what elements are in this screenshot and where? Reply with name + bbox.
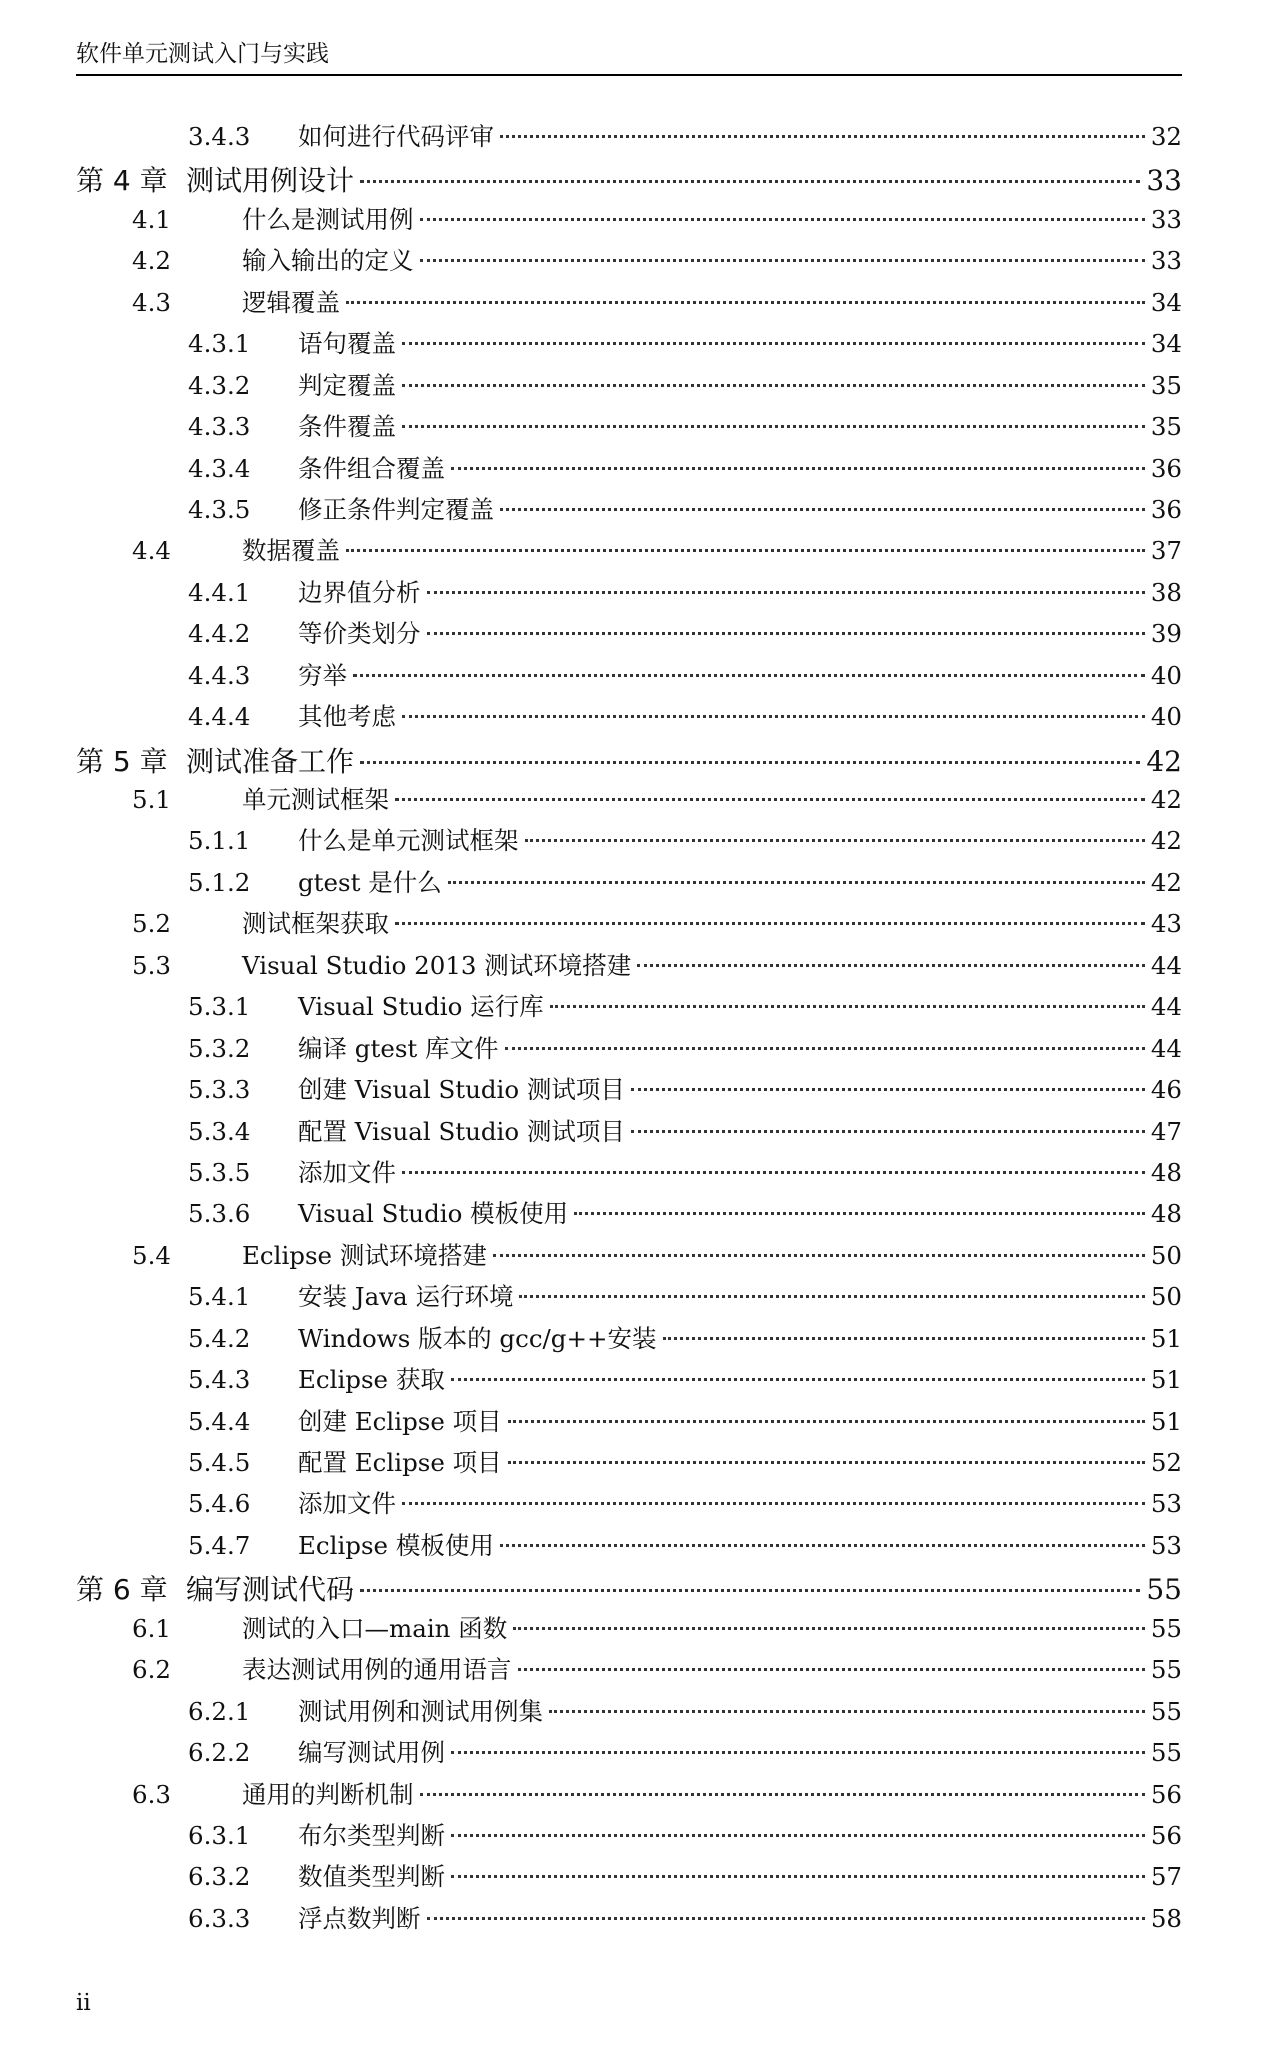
toc-entry-page: 42: [1146, 744, 1182, 778]
toc-entry-title: 布尔类型判断: [298, 1820, 445, 1850]
toc-dot-leader: [574, 1212, 1145, 1215]
toc-entry-sub[interactable]: [76, 1817, 1182, 1858]
toc-entry-title: 编写测试代码: [186, 1573, 355, 1607]
toc-dot-leader: [427, 1917, 1145, 1920]
toc-entry-title: 修正条件判定覆盖: [298, 494, 494, 524]
toc-entry-title: Eclipse 模板使用: [298, 1530, 494, 1560]
toc-entry-title: 边界值分析: [298, 577, 421, 607]
toc-entry-page: 56: [1150, 1779, 1182, 1809]
toc-entry-number: 6.3: [132, 1779, 171, 1809]
toc-dot-leader: [353, 674, 1145, 677]
toc-entry-title: 测试的入口—main 函数: [242, 1613, 508, 1643]
toc-entry-title: 通用的判断机制: [242, 1779, 414, 1809]
toc-entry-section[interactable]: [76, 201, 1182, 242]
toc-entry-chapter[interactable]: [76, 159, 1182, 200]
toc-dot-leader: [402, 425, 1145, 428]
toc-entry-section[interactable]: [76, 532, 1182, 573]
toc-entry-title: 配置 Eclipse 项目: [298, 1448, 502, 1477]
toc-entry-page: 46: [1150, 1075, 1182, 1105]
toc-dot-leader: [663, 1337, 1145, 1340]
toc-entry-title: 数据覆盖: [242, 536, 340, 566]
toc-entry-sub[interactable]: [76, 615, 1182, 656]
toc-entry-page: 50: [1150, 1282, 1182, 1312]
toc-entry-title: Visual Studio 模板使用: [298, 1199, 569, 1229]
toc-entry-page: 36: [1150, 453, 1182, 483]
toc-entry-page: 42: [1150, 826, 1182, 856]
toc-entry-title: 安装 Java 运行环境: [298, 1282, 514, 1312]
toc-dot-leader: [402, 384, 1145, 387]
toc-entry-title: Eclipse 获取: [298, 1365, 445, 1395]
toc-dot-leader: [420, 259, 1145, 262]
book-title: 软件单元测试入门与实践: [76, 41, 329, 67]
toc-entry-sub[interactable]: [76, 988, 1182, 1029]
toc-entry-title: 测试框架获取: [242, 909, 389, 939]
toc-entry-sub[interactable]: [76, 698, 1182, 739]
toc-entry-section[interactable]: [76, 1610, 1182, 1651]
page-number: ii: [76, 1990, 91, 2016]
toc-entry-number: 5.4.3: [188, 1365, 251, 1395]
toc-entry-sub[interactable]: [76, 118, 1182, 159]
toc-entry-page: 58: [1150, 1903, 1182, 1933]
toc-entry-page: 32: [1150, 122, 1182, 151]
toc-entry-title: 浮点数判断: [298, 1903, 421, 1933]
toc-dot-leader: [402, 715, 1145, 718]
toc-entry-number: 4.3: [132, 287, 171, 317]
toc-dot-leader: [493, 1254, 1145, 1257]
toc-entry-title: 条件组合覆盖: [298, 453, 445, 483]
toc-entry-title: Windows 版本的 gcc/g++安装: [298, 1323, 657, 1353]
toc-entry-sub[interactable]: [76, 1030, 1182, 1071]
toc-entry-number: 4.4.1: [188, 577, 251, 607]
toc-dot-leader: [505, 1047, 1145, 1050]
toc-entry-sub[interactable]: [76, 574, 1182, 615]
toc-entry-title: 添加文件: [298, 1157, 396, 1187]
toc-entry-number: 4.1: [132, 204, 171, 234]
toc-entry-section[interactable]: [76, 1237, 1182, 1278]
toc-entry-title: 其他考虑: [298, 702, 396, 732]
toc-dot-leader: [519, 1295, 1144, 1298]
toc-entry-sub[interactable]: [76, 408, 1182, 449]
toc-entry-title: 单元测试框架: [242, 785, 389, 814]
toc-entry-sub[interactable]: [76, 1403, 1182, 1444]
toc-entry-number: 5.1: [132, 785, 171, 814]
toc-entry-page: 42: [1150, 785, 1182, 814]
toc-entry-title: 编译 gtest 库文件: [298, 1033, 499, 1063]
toc-entry-number: 5.4.4: [188, 1406, 251, 1436]
toc-dot-leader: [448, 881, 1145, 884]
toc-entry-page: 35: [1150, 412, 1182, 442]
toc-entry-page: 51: [1150, 1365, 1182, 1395]
toc-dot-leader: [395, 922, 1145, 925]
toc-dot-leader: [451, 1378, 1145, 1381]
toc-entry-title: 什么是测试用例: [242, 204, 414, 234]
toc-entry-title: 测试用例设计: [186, 164, 355, 198]
toc-entry-sub[interactable]: [76, 1734, 1182, 1775]
toc-entry-page: 44: [1150, 950, 1182, 980]
toc-entry-sub[interactable]: [76, 1195, 1182, 1236]
toc-entry-section[interactable]: [76, 242, 1182, 283]
toc-entry-number: 5.3: [132, 950, 171, 980]
toc-entry-number: 5.4.6: [188, 1489, 251, 1519]
toc-entry-sub[interactable]: [76, 864, 1182, 905]
toc-entry-number: 6.2.1: [188, 1696, 251, 1726]
table-of-contents: [76, 118, 1182, 1941]
toc-dot-leader: [500, 135, 1145, 138]
toc-entry-number: 6.2.2: [188, 1738, 251, 1768]
toc-entry-sub[interactable]: [76, 1900, 1182, 1941]
toc-entry-page: 55: [1150, 1738, 1182, 1768]
toc-entry-title: 穷举: [298, 660, 347, 690]
toc-dot-leader: [451, 467, 1145, 470]
toc-entry-title: 判定覆盖: [298, 370, 396, 400]
toc-entry-title: 等价类划分: [298, 619, 421, 649]
toc-entry-sub[interactable]: [76, 1071, 1182, 1112]
toc-entry-number: 5.3.1: [188, 992, 251, 1022]
toc-entry-page: 43: [1150, 909, 1182, 939]
toc-entry-title: 创建 Visual Studio 测试项目: [298, 1075, 625, 1105]
toc-entry-page: 55: [1146, 1573, 1182, 1607]
toc-entry-page: 33: [1150, 204, 1182, 234]
toc-dot-leader: [451, 1834, 1145, 1837]
toc-entry-page: 39: [1150, 619, 1182, 649]
toc-entry-chapter[interactable]: [76, 1568, 1182, 1609]
toc-entry-page: 47: [1150, 1116, 1182, 1146]
toc-entry-title: Visual Studio 2013 测试环境搭建: [242, 950, 632, 980]
toc-entry-chapter[interactable]: [76, 740, 1182, 781]
toc-entry-title: 配置 Visual Studio 测试项目: [298, 1116, 625, 1146]
toc-entry-number: 5.4.5: [188, 1448, 251, 1477]
toc-dot-leader: [427, 632, 1145, 635]
toc-dot-leader: [631, 1088, 1145, 1091]
toc-entry-number: 4.2: [132, 246, 171, 276]
toc-entry-page: 55: [1150, 1655, 1182, 1685]
toc-entry-number: 5.4.1: [188, 1282, 251, 1312]
toc-dot-leader: [525, 839, 1145, 842]
toc-entry-sub[interactable]: [76, 1527, 1182, 1568]
toc-entry-number: 4.4.4: [188, 702, 251, 732]
toc-entry-page: 52: [1150, 1448, 1182, 1477]
toc-dot-leader: [395, 798, 1145, 801]
toc-dot-leader: [508, 1420, 1145, 1423]
toc-entry-page: 42: [1150, 867, 1182, 897]
toc-entry-title: 表达测试用例的通用语言: [242, 1655, 512, 1685]
toc-dot-leader: [360, 761, 1140, 764]
toc-entry-number: 6.3.3: [188, 1903, 251, 1933]
page-footer: [76, 1990, 91, 2016]
toc-entry-page: 33: [1146, 164, 1182, 198]
toc-dot-leader: [427, 591, 1145, 594]
toc-entry-title: 数值类型判断: [298, 1862, 445, 1892]
toc-entry-number: 第 4 章: [76, 164, 168, 198]
toc-entry-page: 48: [1150, 1157, 1182, 1187]
toc-entry-page: 37: [1150, 536, 1182, 566]
toc-dot-leader: [637, 964, 1145, 967]
toc-entry-number: 5.1.2: [188, 867, 251, 897]
toc-dot-leader: [402, 1171, 1145, 1174]
toc-entry-sub[interactable]: [76, 450, 1182, 491]
toc-entry-page: 34: [1150, 329, 1182, 359]
toc-entry-page: 55: [1150, 1613, 1182, 1643]
toc-entry-sub[interactable]: [76, 1858, 1182, 1899]
toc-entry-page: 40: [1150, 702, 1182, 732]
toc-entry-section[interactable]: [76, 1776, 1182, 1817]
toc-entry-page: 48: [1150, 1199, 1182, 1229]
toc-entry-number: 5.4.7: [188, 1530, 251, 1560]
toc-entry-page: 57: [1150, 1862, 1182, 1892]
toc-entry-title: 编写测试用例: [298, 1738, 445, 1768]
toc-entry-title: gtest 是什么: [298, 867, 442, 897]
toc-entry-title: 什么是单元测试框架: [298, 826, 519, 856]
toc-entry-number: 5.4: [132, 1240, 171, 1270]
toc-entry-number: 第 6 章: [76, 1573, 168, 1607]
toc-entry-page: 44: [1150, 992, 1182, 1022]
toc-entry-title: Visual Studio 运行库: [298, 992, 544, 1022]
toc-dot-leader: [500, 1544, 1145, 1547]
toc-entry-number: 4.3.4: [188, 453, 251, 483]
toc-entry-title: 语句覆盖: [298, 329, 396, 359]
toc-entry-number: 5.4.2: [188, 1323, 251, 1353]
toc-entry-page: 53: [1150, 1489, 1182, 1519]
toc-entry-page: 53: [1150, 1530, 1182, 1560]
toc-entry-number: 5.3.5: [188, 1157, 251, 1187]
toc-dot-leader: [402, 1502, 1145, 1505]
toc-entry-page: 55: [1150, 1696, 1182, 1726]
toc-dot-leader: [518, 1668, 1145, 1671]
toc-entry-number: 4.4.3: [188, 660, 251, 690]
toc-entry-title: 测试用例和测试用例集: [298, 1696, 543, 1726]
toc-dot-leader: [402, 342, 1145, 345]
toc-entry-title: Eclipse 测试环境搭建: [242, 1240, 487, 1270]
toc-entry-sub[interactable]: [76, 367, 1182, 408]
toc-dot-leader: [360, 1589, 1140, 1592]
toc-entry-page: 34: [1150, 287, 1182, 317]
toc-entry-number: 第 5 章: [76, 744, 168, 778]
toc-entry-page: 33: [1150, 246, 1182, 276]
toc-entry-page: 36: [1150, 494, 1182, 524]
toc-entry-sub[interactable]: [76, 325, 1182, 366]
toc-entry-title: 添加文件: [298, 1489, 396, 1519]
toc-entry-sub[interactable]: [76, 657, 1182, 698]
toc-entry-section[interactable]: [76, 781, 1182, 822]
toc-entry-sub[interactable]: [76, 1485, 1182, 1526]
toc-entry-sub[interactable]: [76, 822, 1182, 863]
toc-entry-title: 测试准备工作: [186, 744, 355, 778]
toc-entry-title: 创建 Eclipse 项目: [298, 1406, 502, 1436]
toc-entry-number: 6.1: [132, 1613, 171, 1643]
toc-entry-page: 51: [1150, 1406, 1182, 1436]
toc-entry-number: 4.3.3: [188, 412, 251, 442]
toc-entry-sub[interactable]: [76, 1154, 1182, 1195]
toc-dot-leader: [500, 508, 1145, 511]
toc-dot-leader: [346, 301, 1145, 304]
toc-entry-sub[interactable]: [76, 491, 1182, 532]
toc-entry-page: 56: [1150, 1820, 1182, 1850]
toc-dot-leader: [420, 218, 1145, 221]
toc-entry-section[interactable]: [76, 905, 1182, 946]
toc-entry-page: 50: [1150, 1240, 1182, 1270]
toc-entry-number: 5.3.4: [188, 1116, 251, 1146]
toc-entry-number: 4.3.5: [188, 494, 251, 524]
toc-entry-number: 6.2: [132, 1655, 171, 1685]
toc-entry-number: 5.3.6: [188, 1199, 251, 1229]
toc-entry-number: 4.3.1: [188, 329, 251, 359]
toc-entry-page: 40: [1150, 660, 1182, 690]
toc-entry-sub[interactable]: [76, 1361, 1182, 1402]
toc-dot-leader: [550, 1005, 1145, 1008]
toc-dot-leader: [420, 1793, 1145, 1796]
toc-entry-number: 3.4.3: [188, 122, 251, 151]
toc-entry-number: 5.2: [132, 909, 171, 939]
toc-entry-sub[interactable]: [76, 1320, 1182, 1361]
running-header: [76, 40, 1182, 76]
toc-entry-page: 51: [1150, 1323, 1182, 1353]
toc-entry-title: 条件覆盖: [298, 412, 396, 442]
toc-entry-page: 44: [1150, 1033, 1182, 1063]
toc-dot-leader: [549, 1710, 1145, 1713]
toc-entry-title: 输入输出的定义: [242, 246, 414, 276]
toc-entry-number: 4.4: [132, 536, 171, 566]
toc-entry-title: 如何进行代码评审: [298, 122, 494, 151]
toc-entry-number: 5.1.1: [188, 826, 251, 856]
toc-dot-leader: [513, 1627, 1145, 1630]
toc-entry-sub[interactable]: [76, 1113, 1182, 1154]
toc-entry-page: 35: [1150, 370, 1182, 400]
toc-dot-leader: [360, 180, 1140, 183]
toc-entry-number: 4.4.2: [188, 619, 251, 649]
toc-entry-title: 逻辑覆盖: [242, 287, 340, 317]
toc-entry-number: 5.3.3: [188, 1075, 251, 1105]
toc-entry-number: 6.3.2: [188, 1862, 251, 1892]
toc-dot-leader: [346, 549, 1145, 552]
toc-entry-page: 38: [1150, 577, 1182, 607]
toc-entry-sub[interactable]: [76, 1278, 1182, 1319]
toc-entry-number: 6.3.1: [188, 1820, 251, 1850]
toc-dot-leader: [631, 1130, 1145, 1133]
toc-dot-leader: [451, 1751, 1145, 1754]
toc-entry-number: 4.3.2: [188, 370, 251, 400]
toc-entry-section[interactable]: [76, 947, 1182, 988]
toc-dot-leader: [451, 1875, 1145, 1878]
toc-entry-number: 5.3.2: [188, 1033, 251, 1063]
toc-entry-sub[interactable]: [76, 1693, 1182, 1734]
toc-entry-sub[interactable]: [76, 1444, 1182, 1485]
toc-dot-leader: [508, 1461, 1145, 1464]
toc-entry-section[interactable]: [76, 284, 1182, 325]
toc-entry-section[interactable]: [76, 1651, 1182, 1692]
